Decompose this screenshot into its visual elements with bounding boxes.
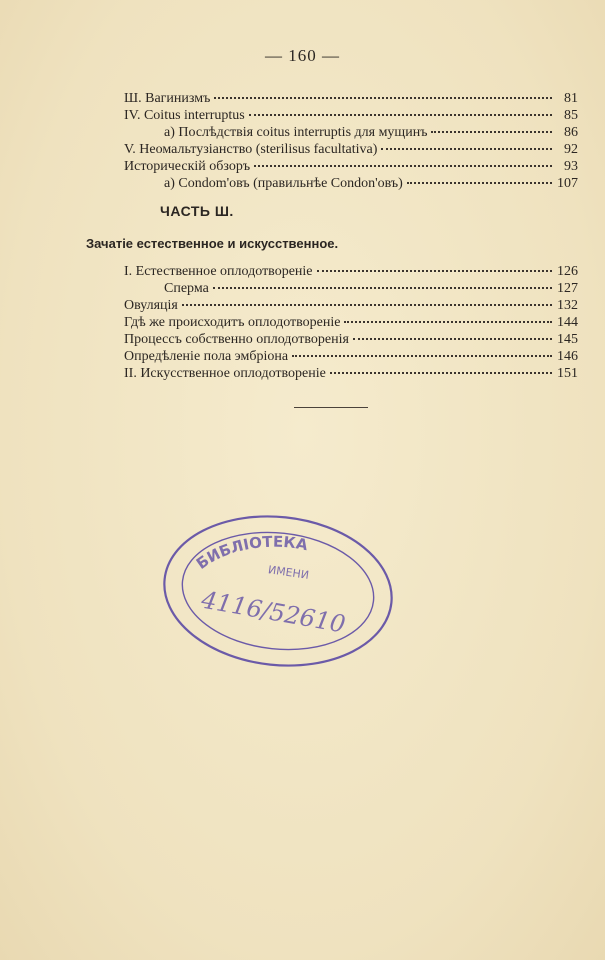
toc-entry (124, 331, 578, 348)
toc-leader-dots (292, 355, 552, 357)
toc-entry-page: 93 (564, 159, 578, 174)
toc-entry-page: 81 (564, 91, 578, 106)
toc-entry (124, 314, 578, 331)
toc-leader-dots (214, 97, 552, 99)
toc-entry (124, 124, 578, 141)
toc-entry-page: 145 (557, 332, 578, 347)
toc-entry-label: a) Condom'овъ (правильнѣе Condon'овъ) (164, 176, 403, 191)
section-divider (294, 407, 368, 408)
toc-entry-page: 86 (564, 125, 578, 140)
toc-leader-dots (213, 287, 552, 289)
toc-leader-dots (330, 372, 552, 374)
toc-leader-dots (431, 131, 552, 133)
toc-entry (124, 348, 578, 365)
toc-entry-page: 127 (557, 281, 578, 296)
page-number: — 160 — (265, 46, 340, 65)
toc-leader-dots (407, 182, 552, 184)
toc-entry (124, 158, 578, 175)
toc-leader-dots (249, 114, 552, 116)
toc-entry-label: V. Неомальтузіанство (sterilisus facultativa) (124, 142, 378, 157)
toc-entry (124, 107, 578, 124)
toc-leader-dots (353, 338, 552, 340)
toc-entry-label: Историческій обзоръ (124, 159, 251, 174)
toc-entry-label: IV. Coitus interruptus (124, 108, 245, 123)
toc-entry (124, 365, 578, 382)
toc-part-2 (124, 90, 578, 192)
toc-leader-dots (381, 148, 552, 150)
toc-leader-dots (254, 165, 552, 167)
part-3-title: ЧАСТЬ Ш. (160, 203, 234, 219)
toc-entry (124, 90, 578, 107)
toc-entry-page: 107 (557, 176, 578, 191)
toc-entry (124, 263, 578, 280)
toc-entry-label: II. Искусственное оплодотвореніе (124, 366, 326, 381)
toc-entry-label: a) Послѣдствія coitus interruptis для мущинъ (164, 125, 428, 140)
stamp-inner-text: ИМЕНИ (267, 563, 310, 582)
toc-entry-label: I. Естественное оплодотвореніе (124, 264, 313, 279)
toc-entry-label: Процессъ собственно оплодотворенія (124, 332, 349, 347)
toc-entry (124, 280, 578, 297)
toc-entry-page: 151 (557, 366, 578, 381)
stamp-handwritten-number: 4116/52610 (199, 585, 348, 639)
toc-entry-page: 132 (557, 298, 578, 313)
toc-entry-label: Опредѣленіе пола эмбріона (124, 349, 289, 364)
toc-leader-dots (182, 304, 552, 306)
toc-entry-label: Ш. Вагинизмъ (124, 91, 211, 106)
toc-entry-label: Гдѣ же происходитъ оплодотвореніе (124, 315, 341, 330)
toc-entry-page: 146 (557, 349, 578, 364)
toc-entry-page: 144 (557, 315, 578, 330)
toc-entry-page: 126 (557, 264, 578, 279)
toc-entry-label: Сперма (164, 281, 209, 296)
toc-entry (124, 297, 578, 314)
toc-entry-page: 92 (564, 142, 578, 157)
toc-entry (124, 175, 578, 192)
toc-entry (124, 141, 578, 158)
toc-entry-label: Овуляція (124, 298, 178, 313)
toc-part-3 (124, 263, 578, 382)
library-stamp (160, 512, 396, 670)
part-3-subtitle: Зачатіе естественное и искусственное. (86, 236, 339, 251)
stamp-top-text: БИБЛІОТЕКА (192, 532, 310, 573)
toc-entry-page: 85 (564, 108, 578, 123)
toc-leader-dots (317, 270, 552, 272)
toc-leader-dots (344, 321, 552, 323)
